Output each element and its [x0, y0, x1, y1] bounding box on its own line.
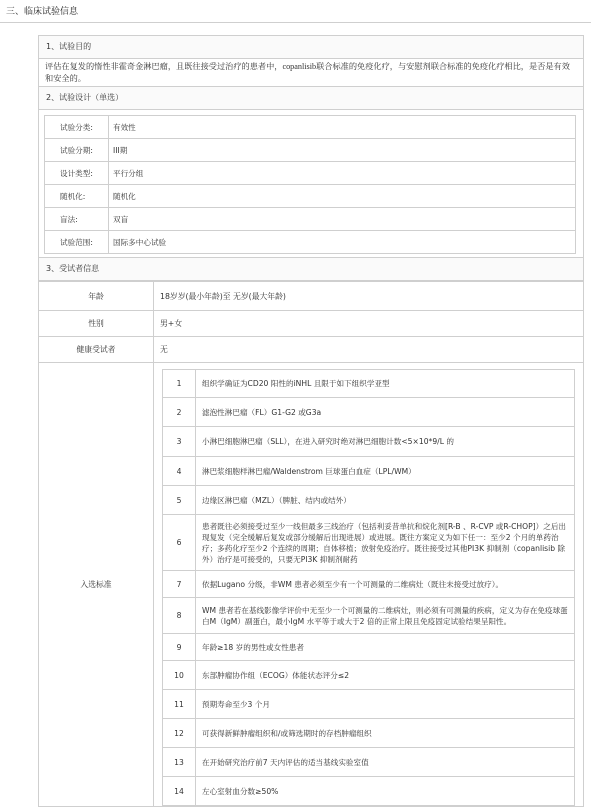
- inclusion-row: [163, 457, 575, 486]
- inclusion-row: [163, 515, 575, 571]
- design-row: [45, 185, 576, 208]
- divider: [0, 22, 591, 23]
- age-label: 年龄: [39, 282, 154, 311]
- design-value: 平行分组: [109, 162, 576, 185]
- subjects-header: 3、受试者信息: [38, 257, 584, 281]
- design-row: [45, 116, 576, 139]
- design-row: [45, 208, 576, 231]
- design-value: 有效性: [109, 116, 576, 139]
- inclusion-row: [163, 598, 575, 634]
- inclusion-text: 滤泡性淋巴瘤（FL）G1-G2 或G3a: [196, 398, 575, 427]
- subject-row-healthy: [39, 337, 584, 363]
- healthy-value: 无: [154, 337, 584, 363]
- design-key: 试验分类:: [45, 116, 109, 139]
- inclusion-text: 边缘区淋巴瘤（MZL）（脾脏、结内或结外）: [196, 486, 575, 515]
- sex-value: 男+女: [154, 311, 584, 337]
- inclusion-number: 14: [163, 777, 196, 806]
- inclusion-row: [163, 777, 575, 806]
- inclusion-number: 1: [163, 370, 196, 398]
- inclusion-number: 7: [163, 571, 196, 598]
- subject-row-age: [39, 282, 584, 311]
- design-key: 设计类型:: [45, 162, 109, 185]
- inclusion-row: [163, 571, 575, 598]
- inclusion-row: [163, 634, 575, 661]
- inclusion-text: 东部肿瘤协作组（ECOG）体能状态评分≤2: [196, 661, 575, 690]
- inclusion-number: 6: [163, 515, 196, 571]
- inclusion-number: 2: [163, 398, 196, 427]
- inclusion-text: 淋巴浆细胞样淋巴瘤/Waldenstrom 巨球蛋白血症（LPL/WM）: [196, 457, 575, 486]
- design-key: 试验范围:: [45, 231, 109, 254]
- sex-label: 性别: [39, 311, 154, 337]
- inclusion-number: 11: [163, 690, 196, 719]
- inclusion-row: [163, 690, 575, 719]
- inclusion-number: 3: [163, 427, 196, 457]
- inclusion-text: 年龄≥18 岁的男性或女性患者: [196, 634, 575, 661]
- inclusion-row: [163, 719, 575, 748]
- design-key: 试验分期:: [45, 139, 109, 162]
- design-value: 双盲: [109, 208, 576, 231]
- design-row: [45, 162, 576, 185]
- purpose-text: 评估在复发的惰性非霍奇金淋巴瘤，且既往接受过治疗的患者中，copanlisib联合标准的免疫化疗，与安慰剂联合标准的免疫化疗相比，是否是有效和安全的。: [38, 59, 584, 86]
- inclusion-row: [163, 427, 575, 457]
- healthy-label: 健康受试者: [39, 337, 154, 363]
- inclusion-label: 入选标准: [39, 363, 154, 807]
- inclusion-text: 在开始研究治疗前7 天内评估的适当基线实验室值: [196, 748, 575, 777]
- design-value: III期: [109, 139, 576, 162]
- inclusion-number: 8: [163, 598, 196, 634]
- inclusion-text: 小淋巴细胞淋巴瘤（SLL），在进入研究时绝对淋巴细胞计数<5×10*9/L 的: [196, 427, 575, 457]
- inclusion-number: 10: [163, 661, 196, 690]
- design-header: 2、试验设计（单选）: [38, 86, 584, 110]
- design-key: 随机化:: [45, 185, 109, 208]
- inclusion-number: 4: [163, 457, 196, 486]
- section-title: 三、临床试验信息: [6, 7, 79, 17]
- inclusion-table: [162, 369, 575, 806]
- inclusion-text: 可获得新鲜肿瘤组织和/或筛选期时的存档肿瘤组织: [196, 719, 575, 748]
- inclusion-number: 5: [163, 486, 196, 515]
- design-value: 随机化: [109, 185, 576, 208]
- inclusion-number: 9: [163, 634, 196, 661]
- design-table: [44, 115, 576, 254]
- subject-row-inclusion: [39, 363, 584, 807]
- inclusion-cell: [154, 363, 584, 807]
- inclusion-row: [163, 370, 575, 398]
- purpose-header: 1、试验目的: [38, 35, 584, 59]
- inclusion-number: 13: [163, 748, 196, 777]
- inclusion-row: [163, 486, 575, 515]
- inclusion-text: 预期寿命至少3 个月: [196, 690, 575, 719]
- design-row: [45, 139, 576, 162]
- inclusion-text: 患者既往必须接受过至少一线但最多三线治疗（包括利妥昔单抗和烷化剂[R-B 、R-CVP 或R-CHOP]）之后出现复发（完全缓解后复发或部分缓解后出现进展）或进展。既往方案定义为如下任一：至少2 个月的单药治疗；多药化疗至少2 个连续的周期；自体移植；放射免疫治疗。既往接受过其他PI3K 抑制剂（copanlisib 除外）治疗是可接受的，只要无PI3K 抑制剂耐药: [196, 515, 575, 571]
- inclusion-row: [163, 661, 575, 690]
- design-key: 盲法:: [45, 208, 109, 231]
- inclusion-number: 12: [163, 719, 196, 748]
- inclusion-text: 依据Lugano 分级，非WM 患者必须至少有一个可测量的二维病灶（既往未接受过放疗）。: [196, 571, 575, 598]
- subject-row-sex: [39, 311, 584, 337]
- inclusion-text: 组织学确证为CD20 阳性的iNHL 且限于如下组织学亚型: [196, 370, 575, 398]
- inclusion-text: WM 患者若在基线影像学评价中无至少一个可测量的二维病灶，则必须有可测量的疾病，定义为存在免疫球蛋白M（IgM）副蛋白，最小IgM 水平等于或大于2 倍的正常上限且免疫固定试验结果呈阳性。: [196, 598, 575, 634]
- inclusion-text: 左心室射血分数≥50%: [196, 777, 575, 806]
- age-value: 18岁岁(最小年龄)至 无岁(最大年龄): [154, 282, 584, 311]
- design-row: [45, 231, 576, 254]
- inclusion-row: [163, 748, 575, 777]
- subjects-table: [38, 281, 584, 807]
- design-value: 国际多中心试验: [109, 231, 576, 254]
- inclusion-row: [163, 398, 575, 427]
